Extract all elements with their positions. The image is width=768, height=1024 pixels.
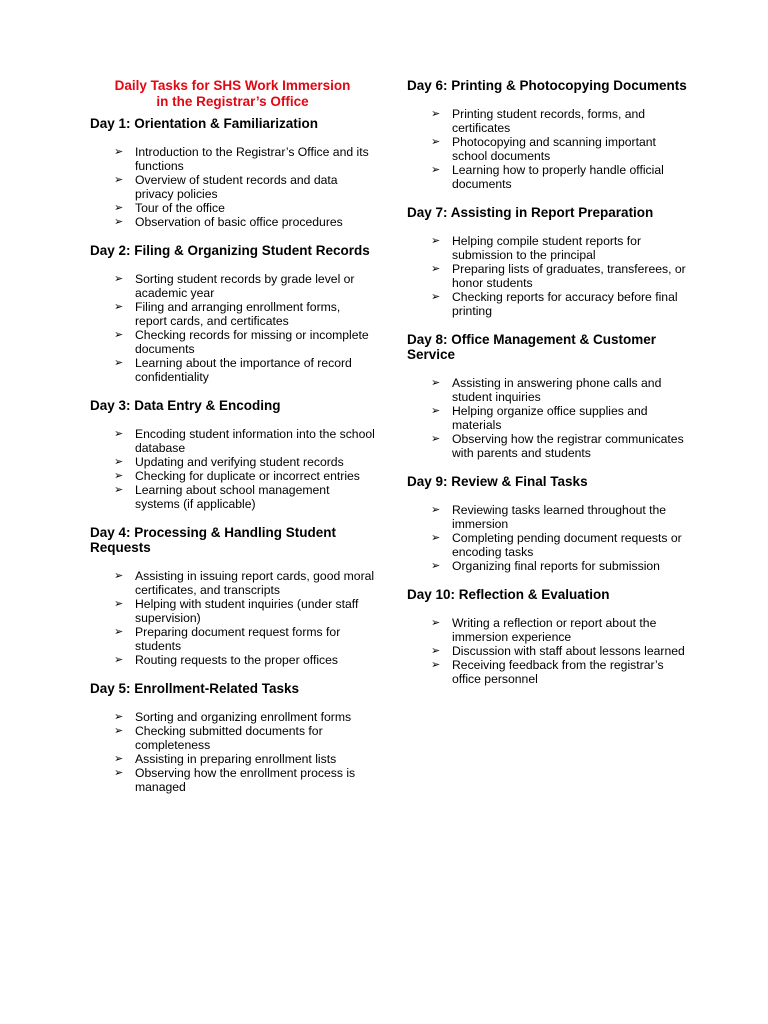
task-text: Checking reports for accuracy before final printing (452, 290, 678, 318)
task-item (90, 300, 375, 328)
arrowhead-bullet-icon: ➢ (114, 456, 124, 468)
task-item (407, 376, 692, 404)
task-item (90, 569, 375, 597)
task-item (407, 262, 692, 290)
task-item (407, 616, 692, 644)
task-text: Overview of student records and data privacy policies (135, 173, 338, 201)
day-heading: Day 4: Processing & Handling Student Requests (90, 525, 337, 555)
day-heading: Day 1: Orientation & Familiarization (90, 116, 319, 131)
day-section-1 (90, 116, 375, 229)
task-list (90, 569, 375, 667)
task-item (407, 234, 692, 262)
task-text: Completing pending document requests or encoding tasks (452, 531, 682, 559)
arrowhead-bullet-icon: ➢ (114, 711, 124, 723)
arrowhead-bullet-icon: ➢ (431, 617, 441, 629)
task-text: Sorting student records by grade level or academic year (135, 272, 355, 300)
task-text: Introduction to the Registrar’s Office and its functions (135, 145, 369, 173)
task-text: Tour of the office (135, 201, 225, 215)
days-left (90, 116, 375, 794)
task-item (407, 531, 692, 559)
document-title-line-2: in the Registrar’s Office (156, 94, 309, 109)
arrowhead-bullet-icon: ➢ (114, 570, 124, 582)
task-list (407, 107, 692, 191)
task-text: Observing how the enrollment process is managed (135, 766, 356, 794)
task-item (407, 135, 692, 163)
arrowhead-bullet-icon: ➢ (114, 428, 124, 440)
task-text: Encoding student information into the school database (135, 427, 375, 455)
task-item (90, 215, 375, 229)
task-text: Learning how to properly handle official documents (452, 163, 664, 191)
task-list (90, 272, 375, 384)
day-section-8 (407, 332, 692, 460)
arrowhead-bullet-icon: ➢ (431, 659, 441, 671)
day-heading: Day 8: Office Management & Customer Service (407, 332, 657, 362)
task-item (407, 404, 692, 432)
day-heading: Day 2: Filing & Organizing Student Records (90, 243, 370, 258)
arrowhead-bullet-icon: ➢ (114, 174, 124, 186)
arrowhead-bullet-icon: ➢ (114, 216, 124, 228)
task-text: Preparing document request forms for students (135, 625, 341, 653)
task-text: Printing student records, forms, and certificates (452, 107, 646, 135)
task-item (90, 455, 375, 469)
task-item (90, 483, 375, 511)
task-list (407, 503, 692, 573)
task-list (407, 616, 692, 686)
task-text: Updating and verifying student records (135, 455, 344, 469)
day-section-2 (90, 243, 375, 384)
arrowhead-bullet-icon: ➢ (431, 263, 441, 275)
day-section-9 (407, 474, 692, 573)
arrowhead-bullet-icon: ➢ (431, 433, 441, 445)
task-text: Observing how the registrar communicates with parents and students (452, 432, 684, 460)
task-item (90, 201, 375, 215)
task-text: Preparing lists of graduates, transferees, or honor students (452, 262, 686, 290)
arrowhead-bullet-icon: ➢ (114, 273, 124, 285)
day-section-3 (90, 398, 375, 511)
task-text: Learning about the importance of record confidentiality (135, 356, 352, 384)
day-section-10 (407, 587, 692, 686)
arrowhead-bullet-icon: ➢ (431, 291, 441, 303)
day-heading: Day 9: Review & Final Tasks (407, 474, 588, 489)
task-item (407, 290, 692, 318)
day-heading: Day 3: Data Entry & Encoding (90, 398, 281, 413)
task-item (90, 427, 375, 455)
day-heading: Day 6: Printing & Photocopying Documents (407, 78, 687, 93)
arrowhead-bullet-icon: ➢ (114, 329, 124, 341)
arrowhead-bullet-icon: ➢ (114, 301, 124, 313)
arrowhead-bullet-icon: ➢ (431, 164, 441, 176)
task-item (90, 173, 375, 201)
arrowhead-bullet-icon: ➢ (431, 560, 441, 572)
day-heading: Day 5: Enrollment-Related Tasks (90, 681, 300, 696)
task-item (90, 328, 375, 356)
task-item (90, 653, 375, 667)
arrowhead-bullet-icon: ➢ (431, 405, 441, 417)
arrowhead-bullet-icon: ➢ (114, 767, 124, 779)
right-column (407, 78, 692, 700)
arrowhead-bullet-icon: ➢ (431, 235, 441, 247)
task-text: Receiving feedback from the registrar’s office personnel (452, 658, 664, 686)
arrowhead-bullet-icon: ➢ (114, 357, 124, 369)
arrowhead-bullet-icon: ➢ (114, 626, 124, 638)
task-list (90, 145, 375, 229)
task-list (90, 710, 375, 794)
task-item (90, 272, 375, 300)
task-list (407, 234, 692, 318)
day-section-4 (90, 525, 375, 667)
arrowhead-bullet-icon: ➢ (431, 108, 441, 120)
day-section-6 (407, 78, 692, 191)
arrowhead-bullet-icon: ➢ (431, 136, 441, 148)
task-text: Helping with student inquiries (under staff supervision) (135, 597, 359, 625)
arrowhead-bullet-icon: ➢ (114, 753, 124, 765)
task-text: Learning about school management systems (if applicable) (135, 483, 330, 511)
task-item (90, 356, 375, 384)
task-item (90, 145, 375, 173)
arrowhead-bullet-icon: ➢ (114, 725, 124, 737)
day-section-5 (90, 681, 375, 794)
task-item (90, 710, 375, 724)
task-item (407, 644, 692, 658)
arrowhead-bullet-icon: ➢ (431, 645, 441, 657)
day-heading: Day 7: Assisting in Report Preparation (407, 205, 654, 220)
task-item (407, 432, 692, 460)
task-item (407, 658, 692, 686)
task-item (90, 766, 375, 794)
task-item (90, 469, 375, 483)
task-text: Helping organize office supplies and materials (452, 404, 648, 432)
arrowhead-bullet-icon: ➢ (431, 377, 441, 389)
task-item (407, 503, 692, 531)
arrowhead-bullet-icon: ➢ (114, 654, 124, 666)
arrowhead-bullet-icon: ➢ (431, 532, 441, 544)
arrowhead-bullet-icon: ➢ (114, 598, 124, 610)
day-heading: Day 10: Reflection & Evaluation (407, 587, 610, 602)
task-text: Checking submitted documents for completeness (135, 724, 323, 752)
task-text: Photocopying and scanning important school documents (452, 135, 656, 163)
task-text: Helping compile student reports for submission to the principal (452, 234, 642, 262)
document-title (90, 78, 375, 110)
task-text: Checking for duplicate or incorrect entries (135, 469, 360, 483)
task-text: Reviewing tasks learned throughout the immersion (452, 503, 667, 531)
arrowhead-bullet-icon: ➢ (114, 484, 124, 496)
task-text: Checking records for missing or incomplete documents (135, 328, 369, 356)
task-item (407, 559, 692, 573)
days-right (407, 78, 692, 686)
task-text: Routing requests to the proper offices (135, 653, 339, 667)
task-text: Filing and arranging enrollment forms, report cards, and certificates (135, 300, 341, 328)
task-item (407, 107, 692, 135)
task-text: Assisting in issuing report cards, good moral certificates, and transcripts (135, 569, 375, 597)
task-text: Assisting in preparing enrollment lists (135, 752, 337, 766)
task-item (90, 752, 375, 766)
task-item (407, 163, 692, 191)
task-item (90, 625, 375, 653)
task-text: Assisting in answering phone calls and student inquiries (452, 376, 662, 404)
task-text: Discussion with staff about lessons learned (452, 644, 685, 658)
task-item (90, 597, 375, 625)
task-text: Observation of basic office procedures (135, 215, 343, 229)
task-list (407, 376, 692, 460)
task-text: Sorting and organizing enrollment forms (135, 710, 352, 724)
arrowhead-bullet-icon: ➢ (114, 470, 124, 482)
document-title-line-1: Daily Tasks for SHS Work Immersion (114, 78, 351, 93)
task-text: Organizing final reports for submission (452, 559, 660, 573)
arrowhead-bullet-icon: ➢ (114, 202, 124, 214)
task-text: Writing a reflection or report about the immersion experience (452, 616, 657, 644)
task-list (90, 427, 375, 511)
left-column (90, 78, 375, 808)
arrowhead-bullet-icon: ➢ (114, 146, 124, 158)
arrowhead-bullet-icon: ➢ (431, 504, 441, 516)
day-section-7 (407, 205, 692, 318)
task-item (90, 724, 375, 752)
